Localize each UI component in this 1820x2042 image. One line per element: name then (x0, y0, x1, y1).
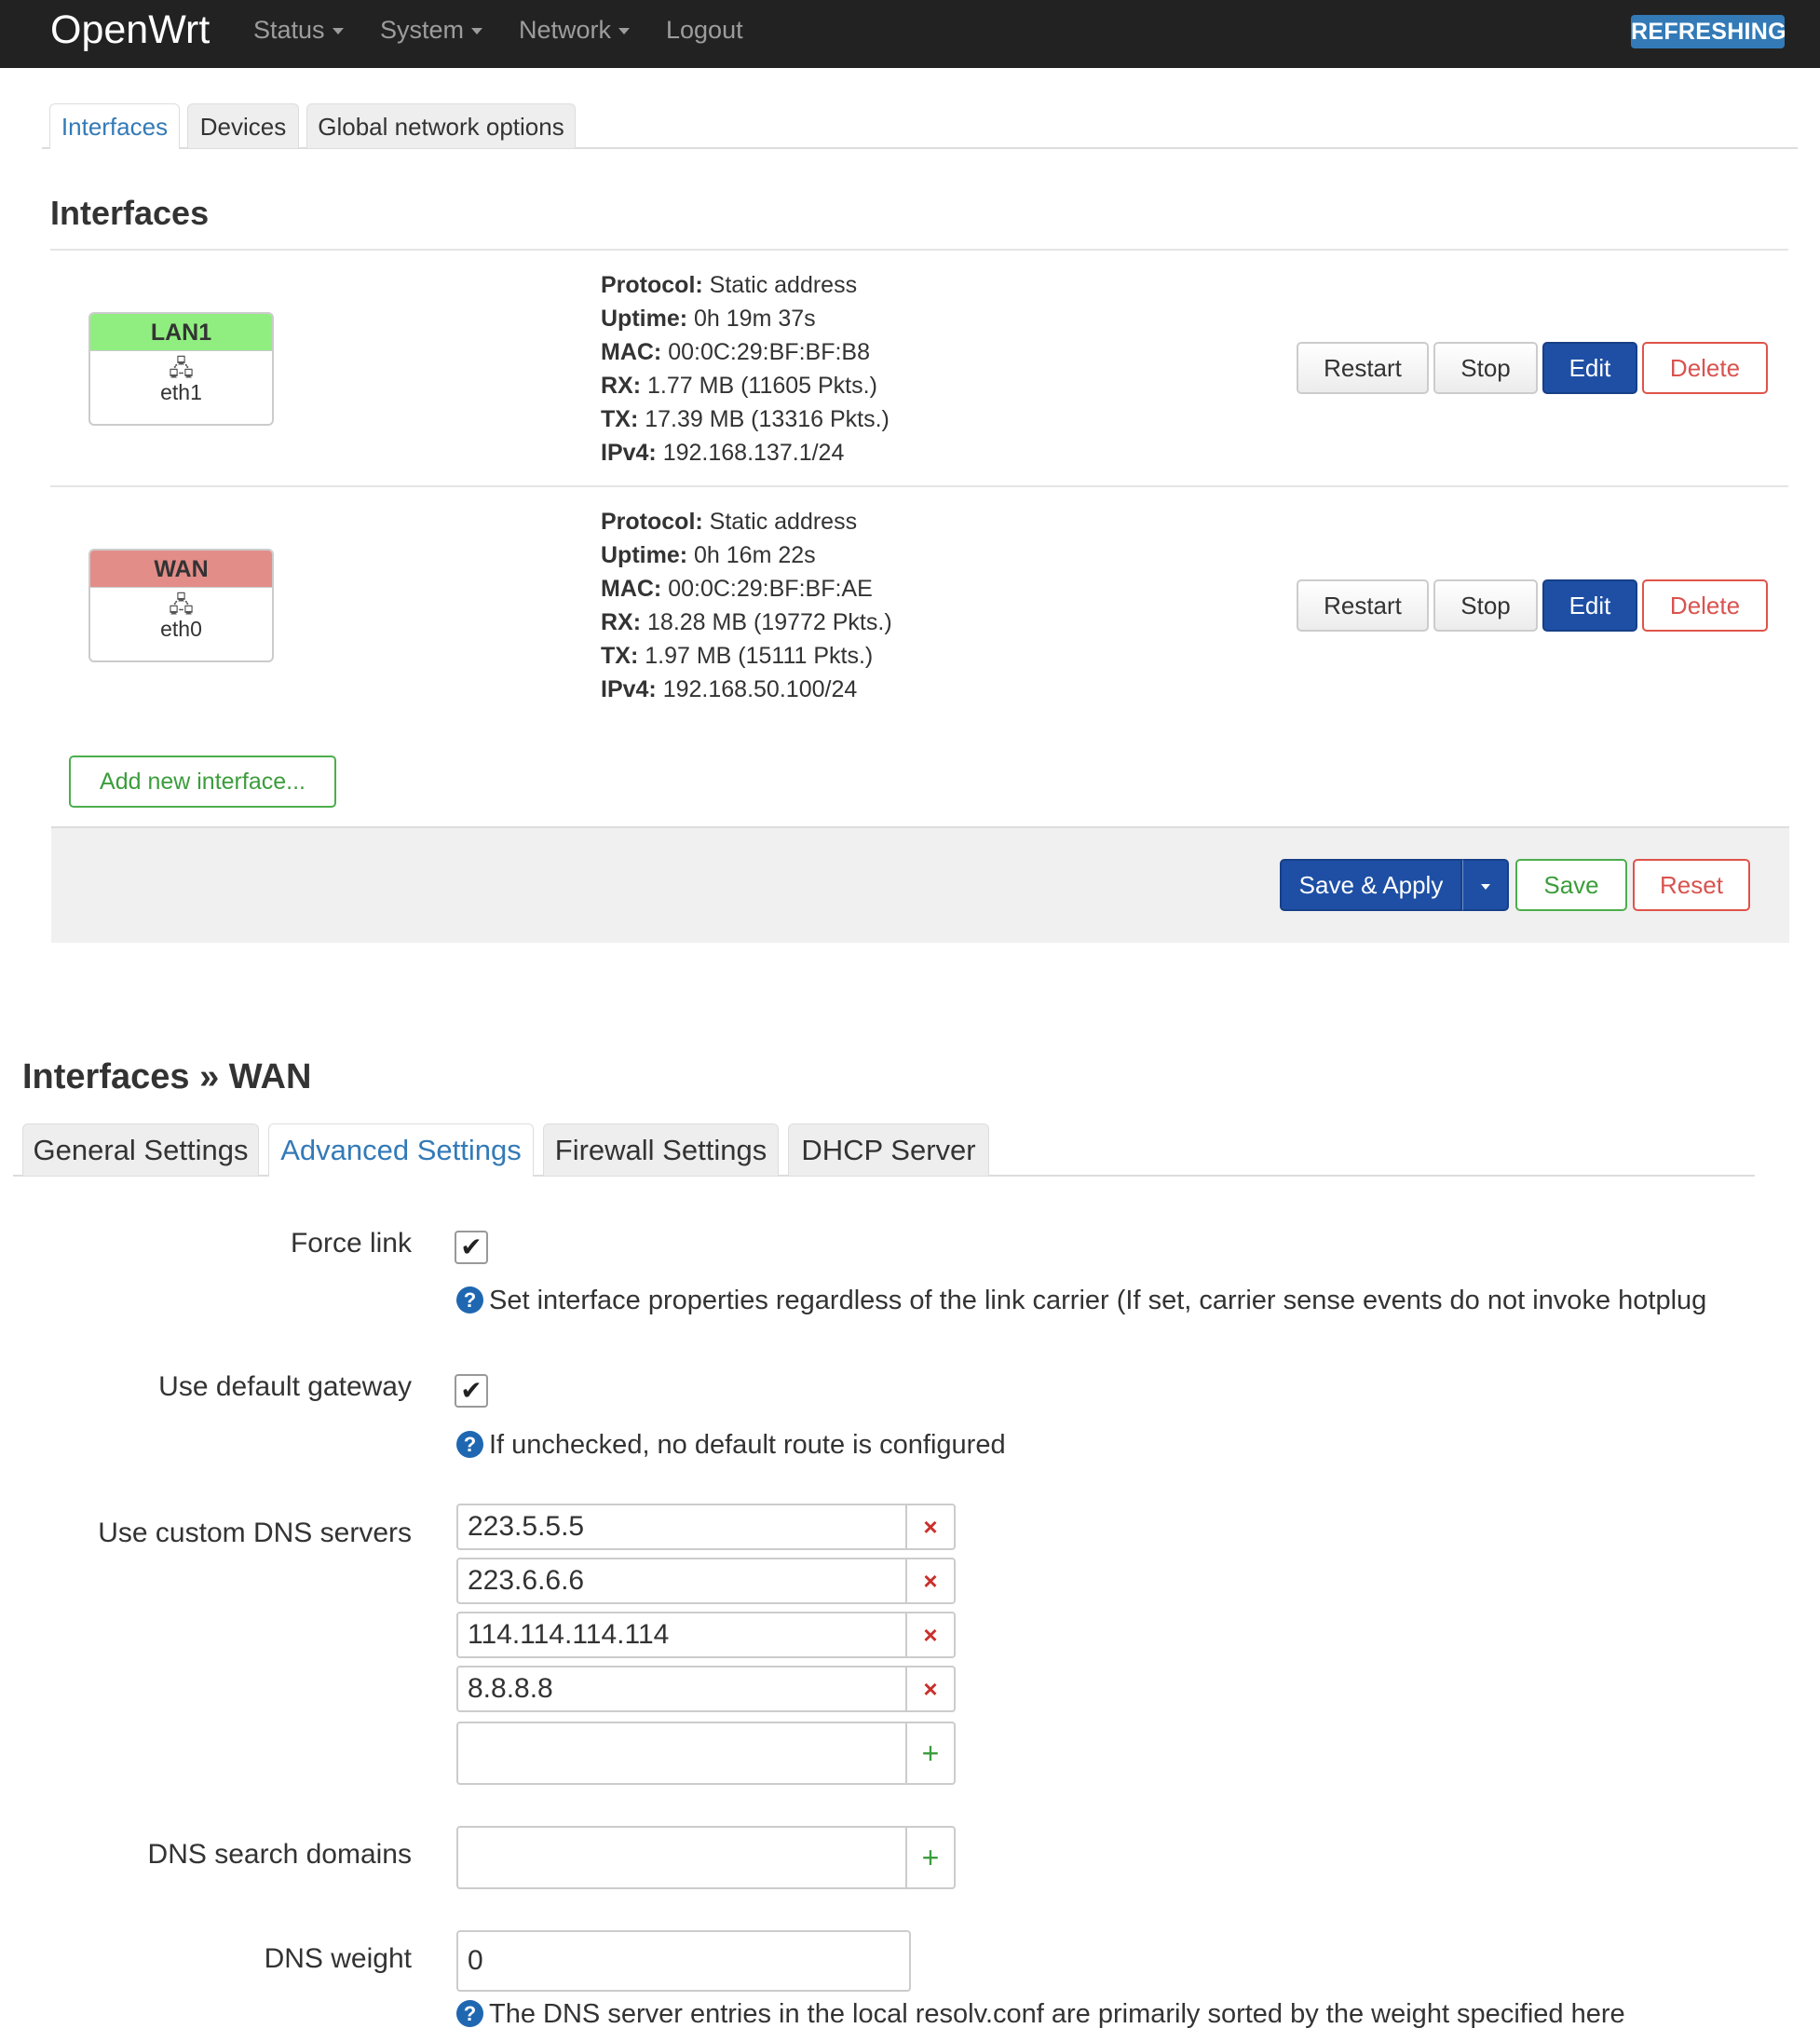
section-divider (50, 249, 1788, 251)
menu-status[interactable] (253, 13, 344, 47)
interface-info-wan (601, 505, 892, 706)
default-gateway-label: Use default gateway (158, 1371, 412, 1402)
uptime-value: 0h 16m 22s (694, 542, 816, 568)
remove-icon[interactable]: × (923, 1621, 938, 1649)
add-icon[interactable]: + (921, 1736, 940, 1770)
edit-button-lan1[interactable]: Edit (1542, 342, 1637, 394)
tab-advanced-settings[interactable]: Advanced Settings (268, 1123, 534, 1177)
check-icon: ✔ (460, 1376, 482, 1405)
restart-button-wan[interactable]: Restart (1297, 579, 1429, 632)
protocol-label: Protocol: (601, 509, 703, 535)
dns-server-entry (456, 1612, 956, 1658)
interface-badge-wan (88, 549, 274, 662)
mac-value: 00:0C:29:BF:BF:B8 (668, 339, 870, 365)
remove-icon[interactable]: × (923, 1675, 938, 1703)
dns-search-domains-label: DNS search domains (147, 1839, 412, 1870)
menu-network[interactable] (519, 13, 630, 47)
stop-button-wan[interactable]: Stop (1433, 579, 1538, 632)
protocol-value: Static address (709, 272, 858, 298)
force-link-checkbox[interactable] (455, 1231, 488, 1264)
dns-search-entry (456, 1826, 956, 1889)
add-icon[interactable]: + (921, 1841, 940, 1874)
dns-server-new-input[interactable] (458, 1723, 907, 1783)
tab-dhcp-server[interactable]: DHCP Server (788, 1123, 989, 1176)
default-gateway-help-text: If unchecked, no default route is configured (489, 1430, 1006, 1460)
dns-server-entry (456, 1504, 956, 1550)
chevron-down-icon (1481, 884, 1490, 890)
menu-network-label: Network (519, 16, 612, 44)
restart-button-lan1[interactable]: Restart (1297, 342, 1429, 394)
row-divider (50, 485, 1788, 487)
dns-weight-help (456, 1999, 1625, 2030)
add-new-interface-button[interactable]: Add new interface... (69, 756, 336, 808)
reset-button[interactable]: Reset (1633, 859, 1750, 911)
rx-label: RX: (601, 373, 642, 399)
dns-weight-help-text: The DNS server entries in the local resolv.conf are primarily sorted by the weight specified here (489, 1999, 1625, 2029)
dns-server-new-entry (456, 1722, 956, 1785)
interface-device: eth0 (160, 617, 202, 641)
tab-global-network-options[interactable]: Global network options (306, 103, 576, 148)
mac-label: MAC: (601, 339, 662, 365)
tab-interfaces[interactable]: Interfaces (49, 103, 180, 149)
tx-value: 17.39 MB (13316 Pkts.) (645, 406, 890, 432)
save-apply-dropdown[interactable] (1462, 859, 1509, 911)
menu-status-label: Status (253, 16, 325, 44)
stop-button-lan1[interactable]: Stop (1433, 342, 1538, 394)
edit-dialog-title: Interfaces » WAN (22, 1057, 312, 1096)
top-navbar (0, 0, 1820, 68)
dns-search-input[interactable] (458, 1828, 907, 1887)
force-link-help-text: Set interface properties regardless of the link carrier (If set, carrier sense events do not invoke hotplug (489, 1286, 1707, 1315)
save-button[interactable]: Save (1515, 859, 1627, 911)
tx-value: 1.97 MB (15111 Pkts.) (645, 643, 874, 669)
edit-button-wan[interactable]: Edit (1542, 579, 1637, 632)
help-icon: ? (456, 1431, 483, 1458)
help-icon: ? (456, 2000, 483, 2027)
dns-server-input[interactable]: 114.114.114.114 (458, 1613, 907, 1656)
interface-device: eth1 (160, 380, 202, 404)
default-gateway-checkbox[interactable] (455, 1374, 488, 1408)
interface-name: WAN (90, 551, 272, 588)
rx-value: 18.28 MB (19772 Pkts.) (647, 609, 892, 635)
delete-button-lan1[interactable]: Delete (1642, 342, 1768, 394)
protocol-value: Static address (709, 509, 858, 535)
help-icon: ? (456, 1286, 483, 1314)
dns-server-input[interactable]: 8.8.8.8 (458, 1668, 907, 1710)
tx-label: TX: (601, 406, 639, 432)
ethernet-port-icon: 🖧 (169, 356, 194, 381)
mac-label: MAC: (601, 576, 662, 602)
interface-info-lan1 (601, 268, 890, 470)
remove-icon[interactable]: × (923, 1513, 938, 1541)
check-icon: ✔ (460, 1232, 482, 1261)
mac-value: 00:0C:29:BF:BF:AE (668, 576, 873, 602)
uptime-label: Uptime: (601, 306, 688, 332)
chevron-down-icon (471, 28, 482, 34)
tabs-divider (42, 147, 1798, 149)
dns-weight-input[interactable]: 0 (456, 1930, 911, 1992)
chevron-down-icon (333, 28, 344, 34)
tab-firewall-settings[interactable]: Firewall Settings (543, 1123, 779, 1176)
brand-logo[interactable]: OpenWrt (50, 7, 211, 52)
force-link-label: Force link (290, 1228, 412, 1259)
uptime-label: Uptime: (601, 542, 688, 568)
interface-name: LAN1 (90, 314, 272, 351)
tab-devices[interactable]: Devices (187, 103, 299, 148)
ethernet-port-icon: 🖧 (169, 592, 194, 618)
interface-badge-lan1 (88, 312, 274, 426)
dns-server-entry (456, 1666, 956, 1712)
ipv4-value: 192.168.50.100/24 (662, 676, 858, 702)
chevron-down-icon (618, 28, 630, 34)
force-link-help (456, 1286, 1753, 1316)
dns-server-input[interactable]: 223.6.6.6 (458, 1559, 907, 1602)
tx-label: TX: (601, 643, 639, 669)
remove-icon[interactable]: × (923, 1567, 938, 1595)
menu-system-label: System (380, 16, 465, 44)
ipv4-label: IPv4: (601, 676, 657, 702)
rx-label: RX: (601, 609, 642, 635)
refreshing-indicator[interactable]: REFRESHING (1631, 15, 1785, 48)
dns-server-input[interactable]: 223.5.5.5 (458, 1505, 907, 1548)
menu-system[interactable] (380, 13, 482, 47)
dns-weight-label: DNS weight (264, 1943, 412, 1974)
rx-value: 1.77 MB (11605 Pkts.) (647, 373, 877, 399)
ipv4-label: IPv4: (601, 440, 657, 466)
tab-general-settings[interactable]: General Settings (22, 1123, 259, 1176)
protocol-label: Protocol: (601, 272, 703, 298)
uptime-value: 0h 19m 37s (694, 306, 816, 332)
delete-button-wan[interactable]: Delete (1642, 579, 1768, 632)
default-gateway-help (456, 1430, 1006, 1461)
save-apply-button[interactable]: Save & Apply (1280, 859, 1462, 911)
page-title: Interfaces (50, 194, 210, 232)
ipv4-value: 192.168.137.1/24 (662, 440, 845, 466)
custom-dns-label: Use custom DNS servers (98, 1518, 412, 1548)
dns-server-entry (456, 1558, 956, 1604)
menu-logout[interactable]: Logout (666, 16, 743, 44)
